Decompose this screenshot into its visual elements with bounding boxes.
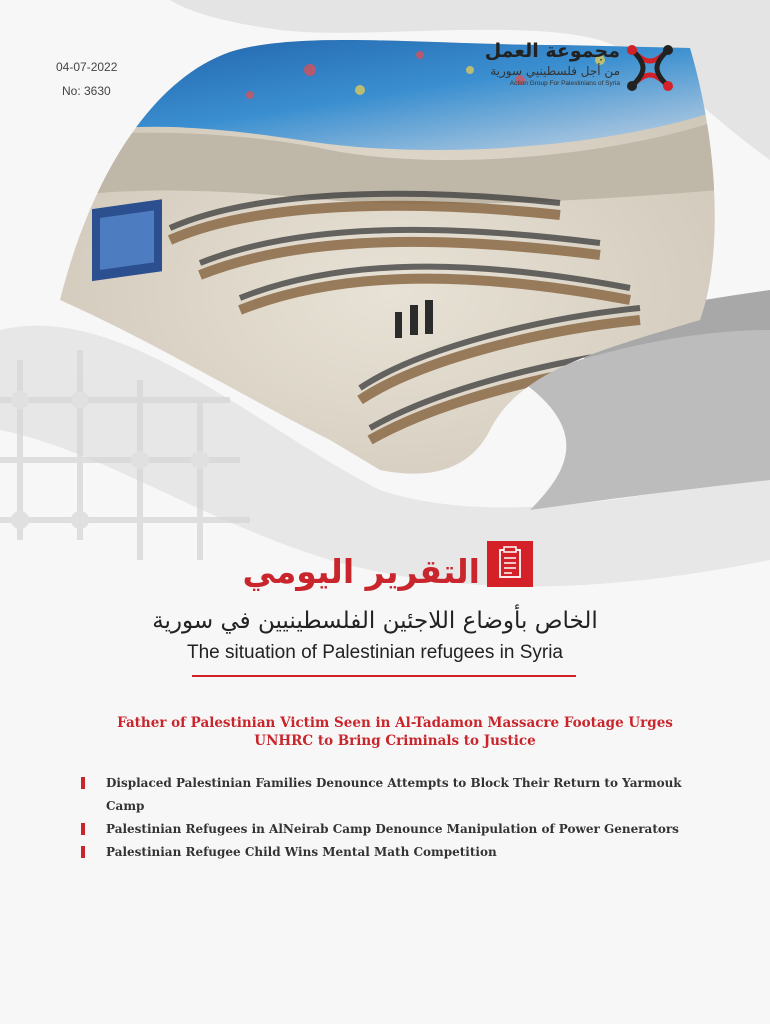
list-item-text: Palestinian Refugees in AlNeirab Camp Denounce Manipulation of Power Generators	[106, 822, 679, 836]
report-title-arabic: التقرير اليومي	[242, 552, 480, 591]
report-subtitle-arabic: الخاص بأوضاع اللاجئين الفلسطينيين في سورية	[152, 608, 598, 634]
bullet-marker	[81, 823, 85, 835]
news-list	[80, 772, 700, 864]
report-subtitle-english: The situation of Palestinian refugees in Syria	[187, 642, 563, 663]
issue-number: No: 3630	[62, 84, 111, 98]
organization-name-english: Action Group For Palestinians of Syria	[509, 80, 620, 87]
organization-name-arabic: مجموعة العمل	[484, 40, 620, 62]
document-icon	[487, 541, 533, 587]
report-date: 04-07-2022	[56, 60, 118, 74]
list-item-text: Displaced Palestinian Families Denounce Attempts to Block Their Return to Yarmouk Camp	[106, 776, 682, 813]
title-divider	[192, 675, 576, 677]
bullet-marker	[81, 846, 85, 858]
list-item	[80, 772, 700, 818]
organization-subtitle-arabic: من أجل فلسطينيي سورية	[490, 64, 620, 78]
organization-logo-icon	[624, 42, 676, 94]
main-headline: Father of Palestinian Victim Seen in Al-Tadamon Massacre Footage Urges UNHRC to Bring Criminals to Justice	[117, 715, 673, 749]
list-item	[80, 841, 700, 864]
list-item-text: Palestinian Refugee Child Wins Mental Math Competition	[106, 845, 497, 859]
bullet-marker	[81, 777, 85, 789]
list-item	[80, 818, 700, 841]
